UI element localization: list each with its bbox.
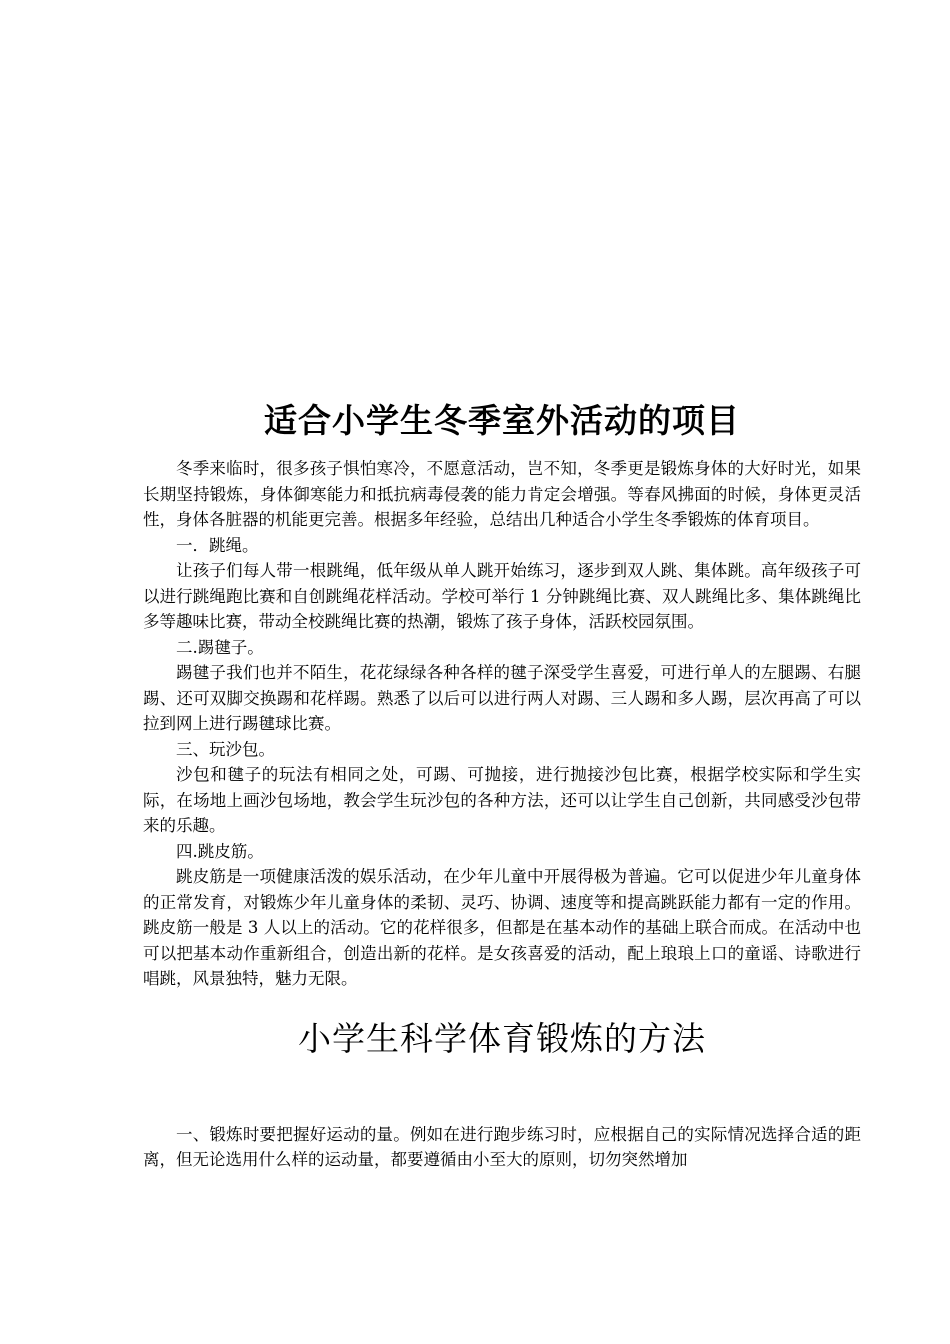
article-1-intro: 冬季来临时，很多孩子惧怕寒冷，不愿意活动，岂不知，冬季更是锻炼身体的大好时光，如果长期坚持锻炼，身体御寒能力和抵抗病毒侵袭的能力肯定会增强。等春风拂面的时候，身体更灵活性，身体各脏器的机能更完善。根据多年经验，总结出几种适合小学生冬季锻炼的体育项目。 bbox=[143, 459, 861, 529]
section-3-heading: 三、玩沙包。 bbox=[176, 739, 275, 759]
section-4-heading: 四.跳皮筋。 bbox=[176, 841, 264, 861]
article-1-title: 适合小学生冬季室外活动的项目 bbox=[264, 401, 740, 440]
document-content bbox=[143, 398, 861, 1173]
section-4-body: 跳皮筋是一项健康活泼的娱乐活动，在少年儿童中开展得极为普遍。它可以促进少年儿童身体的正常发育，对锻炼少年儿童身体的柔韧、灵巧、协调、速度等和提高跳跃能力都有一定的作用。跳皮筋一般是 3 人以上的活动。它的花样很多，但都是在基本动作的基础上联合而成。在活动中也可以把基本动作重新组合，创造出新的花样。是女孩喜爱的活动，配上琅琅上口的童谣、诗歌进行唱跳，风景独特，魅力无限。 bbox=[143, 867, 861, 988]
section-2-heading: 二.踢毽子。 bbox=[176, 637, 264, 657]
article-2-paragraph-1: 一、锻炼时要把握好运动的量。例如在进行跑步练习时，应根据自己的实际情况选择合适的距离，但无论选用什么样的运动量，都要遵循由小至大的原则，切勿突然增加 bbox=[143, 1124, 861, 1169]
section-2-body: 踢毽子我们也并不陌生，花花绿绿各种各样的毽子深受学生喜爱，可进行单人的左腿踢、右腿踢、还可双脚交换踢和花样踢。熟悉了以后可以进行两人对踢、三人踢和多人踢，层次再高了可以拉到网上进行踢毽球比赛。 bbox=[143, 663, 861, 733]
section-1-body: 让孩子们每人带一根跳绳，低年级从单人跳开始练习，逐步到双人跳、集体跳。高年级孩子可以进行跳绳跑比赛和自创跳绳花样活动。学校可举行 1 分钟跳绳比赛、双人跳绳比多、集体跳绳比多等趣味比赛，带动全校跳绳比赛的热潮，锻炼了孩子身体，活跃校园氛围。 bbox=[143, 561, 861, 631]
section-3-body: 沙包和毽子的玩法有相同之处，可踢、可抛接，进行抛接沙包比赛，根据学校实际和学生实际，在场地上画沙包场地，教会学生玩沙包的各种方法，还可以让学生自己创新，共同感受沙包带来的乐趣。 bbox=[143, 765, 861, 835]
section-1-heading: 一．跳绳。 bbox=[176, 535, 259, 555]
article-2-title: 小学生科学体育锻炼的方法 bbox=[298, 1018, 706, 1058]
